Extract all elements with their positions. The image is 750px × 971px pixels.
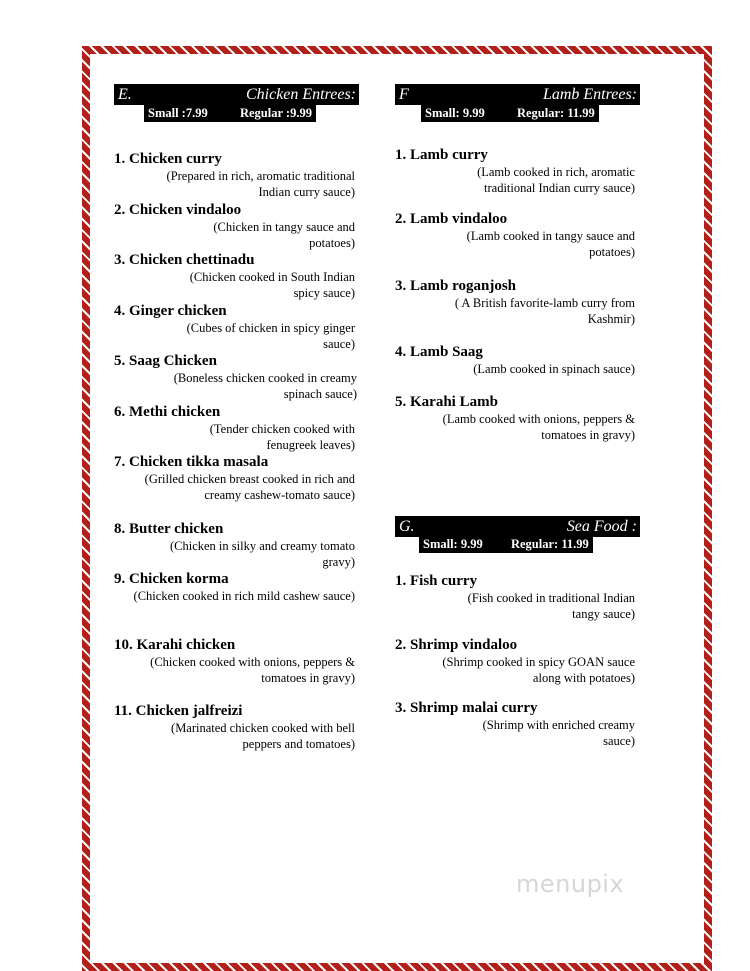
lamb-section: [395, 84, 640, 442]
menu-item: [114, 571, 355, 604]
seafood-section-letter: G.: [399, 518, 415, 535]
menu-item: [114, 637, 355, 686]
item-name: 10. Karahi chicken: [114, 637, 236, 653]
menu-item: [114, 303, 355, 352]
item-description: (Cubes of chicken in spicy ginger sauce): [186, 321, 355, 351]
item-name: 4. Lamb Saag: [395, 344, 483, 360]
menu-item: [395, 344, 635, 377]
item-description: (Lamb cooked with onions, peppers & tomatoes in gravy): [442, 412, 635, 442]
lamb-header: [395, 84, 640, 105]
item-description: (Chicken cooked with onions, peppers & tomatoes in gravy): [150, 655, 355, 685]
menu-item: [114, 521, 355, 570]
menu-item: [114, 353, 357, 402]
lamb-price-regular: Regular: 11.99: [516, 106, 595, 120]
item-description: (Lamb cooked in rich, aromatic traditional Indian curry sauce): [477, 165, 635, 195]
item-name: 5. Saag Chicken: [114, 353, 217, 369]
chicken-section-letter: E.: [118, 86, 132, 103]
item-name: 7. Chicken tikka masala: [114, 454, 269, 470]
chicken-section-title: Chicken Entrees:: [245, 86, 356, 103]
menu-item: [114, 703, 355, 752]
menu-item: [114, 151, 355, 200]
item-description: (Chicken cooked in South Indian spicy sauce): [189, 270, 355, 300]
item-name: 3. Lamb roganjosh: [395, 278, 516, 294]
item-name: 5. Karahi Lamb: [395, 394, 498, 410]
chicken-price-bar: [144, 104, 316, 122]
item-name: 11. Chicken jalfreizi: [114, 703, 243, 719]
item-description: (Marinated chicken cooked with bell peppers and tomatoes): [171, 721, 355, 751]
lamb-price-small: Small: 9.99: [425, 106, 485, 120]
item-description: (Lamb cooked in tangy sauce and potatoes): [466, 229, 635, 259]
item-name: 1. Chicken curry: [114, 151, 222, 167]
item-description: (Grilled chicken breast cooked in rich and creamy cashew-tomato sauce): [144, 472, 355, 502]
item-name: 9. Chicken korma: [114, 571, 229, 587]
item-description: (Shrimp cooked in spicy GOAN sauce along with potatoes): [442, 655, 635, 685]
seafood-price-bar: [419, 535, 593, 553]
item-description: (Prepared in rich, aromatic traditional Indian curry sauce): [166, 169, 355, 199]
item-name: 1. Lamb curry: [395, 147, 488, 163]
menu-item: [114, 202, 355, 251]
lamb-section-title: Lamb Entrees:: [542, 86, 637, 103]
item-name: 8. Butter chicken: [114, 521, 224, 537]
lamb-section-letter: F: [399, 86, 409, 103]
seafood-price-small: Small: 9.99: [423, 537, 483, 551]
item-description: (Lamb cooked in spinach sauce): [473, 362, 635, 376]
menu-item: [395, 637, 635, 686]
item-name: 2. Lamb vindaloo: [395, 211, 508, 227]
lamb-price-bar: [421, 104, 599, 122]
item-description: (Boneless chicken cooked in creamy spinach sauce): [173, 371, 357, 401]
chicken-section: [114, 84, 359, 751]
chicken-header: [114, 84, 359, 105]
menu-item: [395, 700, 635, 749]
item-name: 2. Shrimp vindaloo: [395, 637, 518, 653]
item-description: ( A British favorite-lamb curry from Kashmir): [454, 296, 635, 326]
watermark: menupix: [516, 870, 625, 898]
seafood-section: [395, 516, 640, 748]
menu-item: [395, 147, 635, 196]
item-name: 6. Methi chicken: [114, 404, 221, 420]
item-name: 1. Fish curry: [395, 573, 478, 589]
item-description: (Chicken in silky and creamy tomato gravy): [169, 539, 355, 569]
item-description: (Chicken in tangy sauce and potatoes): [213, 220, 355, 250]
menu-item: [395, 573, 635, 622]
chicken-price-small: Small :7.99: [148, 106, 208, 120]
seafood-price-regular: Regular: 11.99: [510, 537, 589, 551]
item-description: (Shrimp with enriched creamy sauce): [482, 718, 635, 748]
menu-item: [114, 404, 355, 453]
item-description: (Tender chicken cooked with fenugreek leaves): [209, 422, 355, 452]
item-name: 3. Shrimp malai curry: [395, 700, 538, 716]
menu-item: [114, 454, 355, 503]
item-name: 3. Chicken chettinadu: [114, 252, 255, 268]
chicken-price-regular: Regular :9.99: [239, 106, 312, 120]
seafood-section-title: Sea Food :: [566, 518, 637, 535]
seafood-header: [395, 516, 640, 537]
menu-item: [395, 394, 635, 443]
item-description: (Chicken cooked in rich mild cashew sauce): [133, 589, 355, 603]
menu-item: [395, 278, 635, 327]
item-name: 4. Ginger chicken: [114, 303, 227, 319]
menu-item: [395, 211, 635, 260]
item-description: (Fish cooked in traditional Indian tangy sauce): [467, 591, 635, 621]
item-name: 2. Chicken vindaloo: [114, 202, 242, 218]
menu-item: [114, 252, 355, 301]
